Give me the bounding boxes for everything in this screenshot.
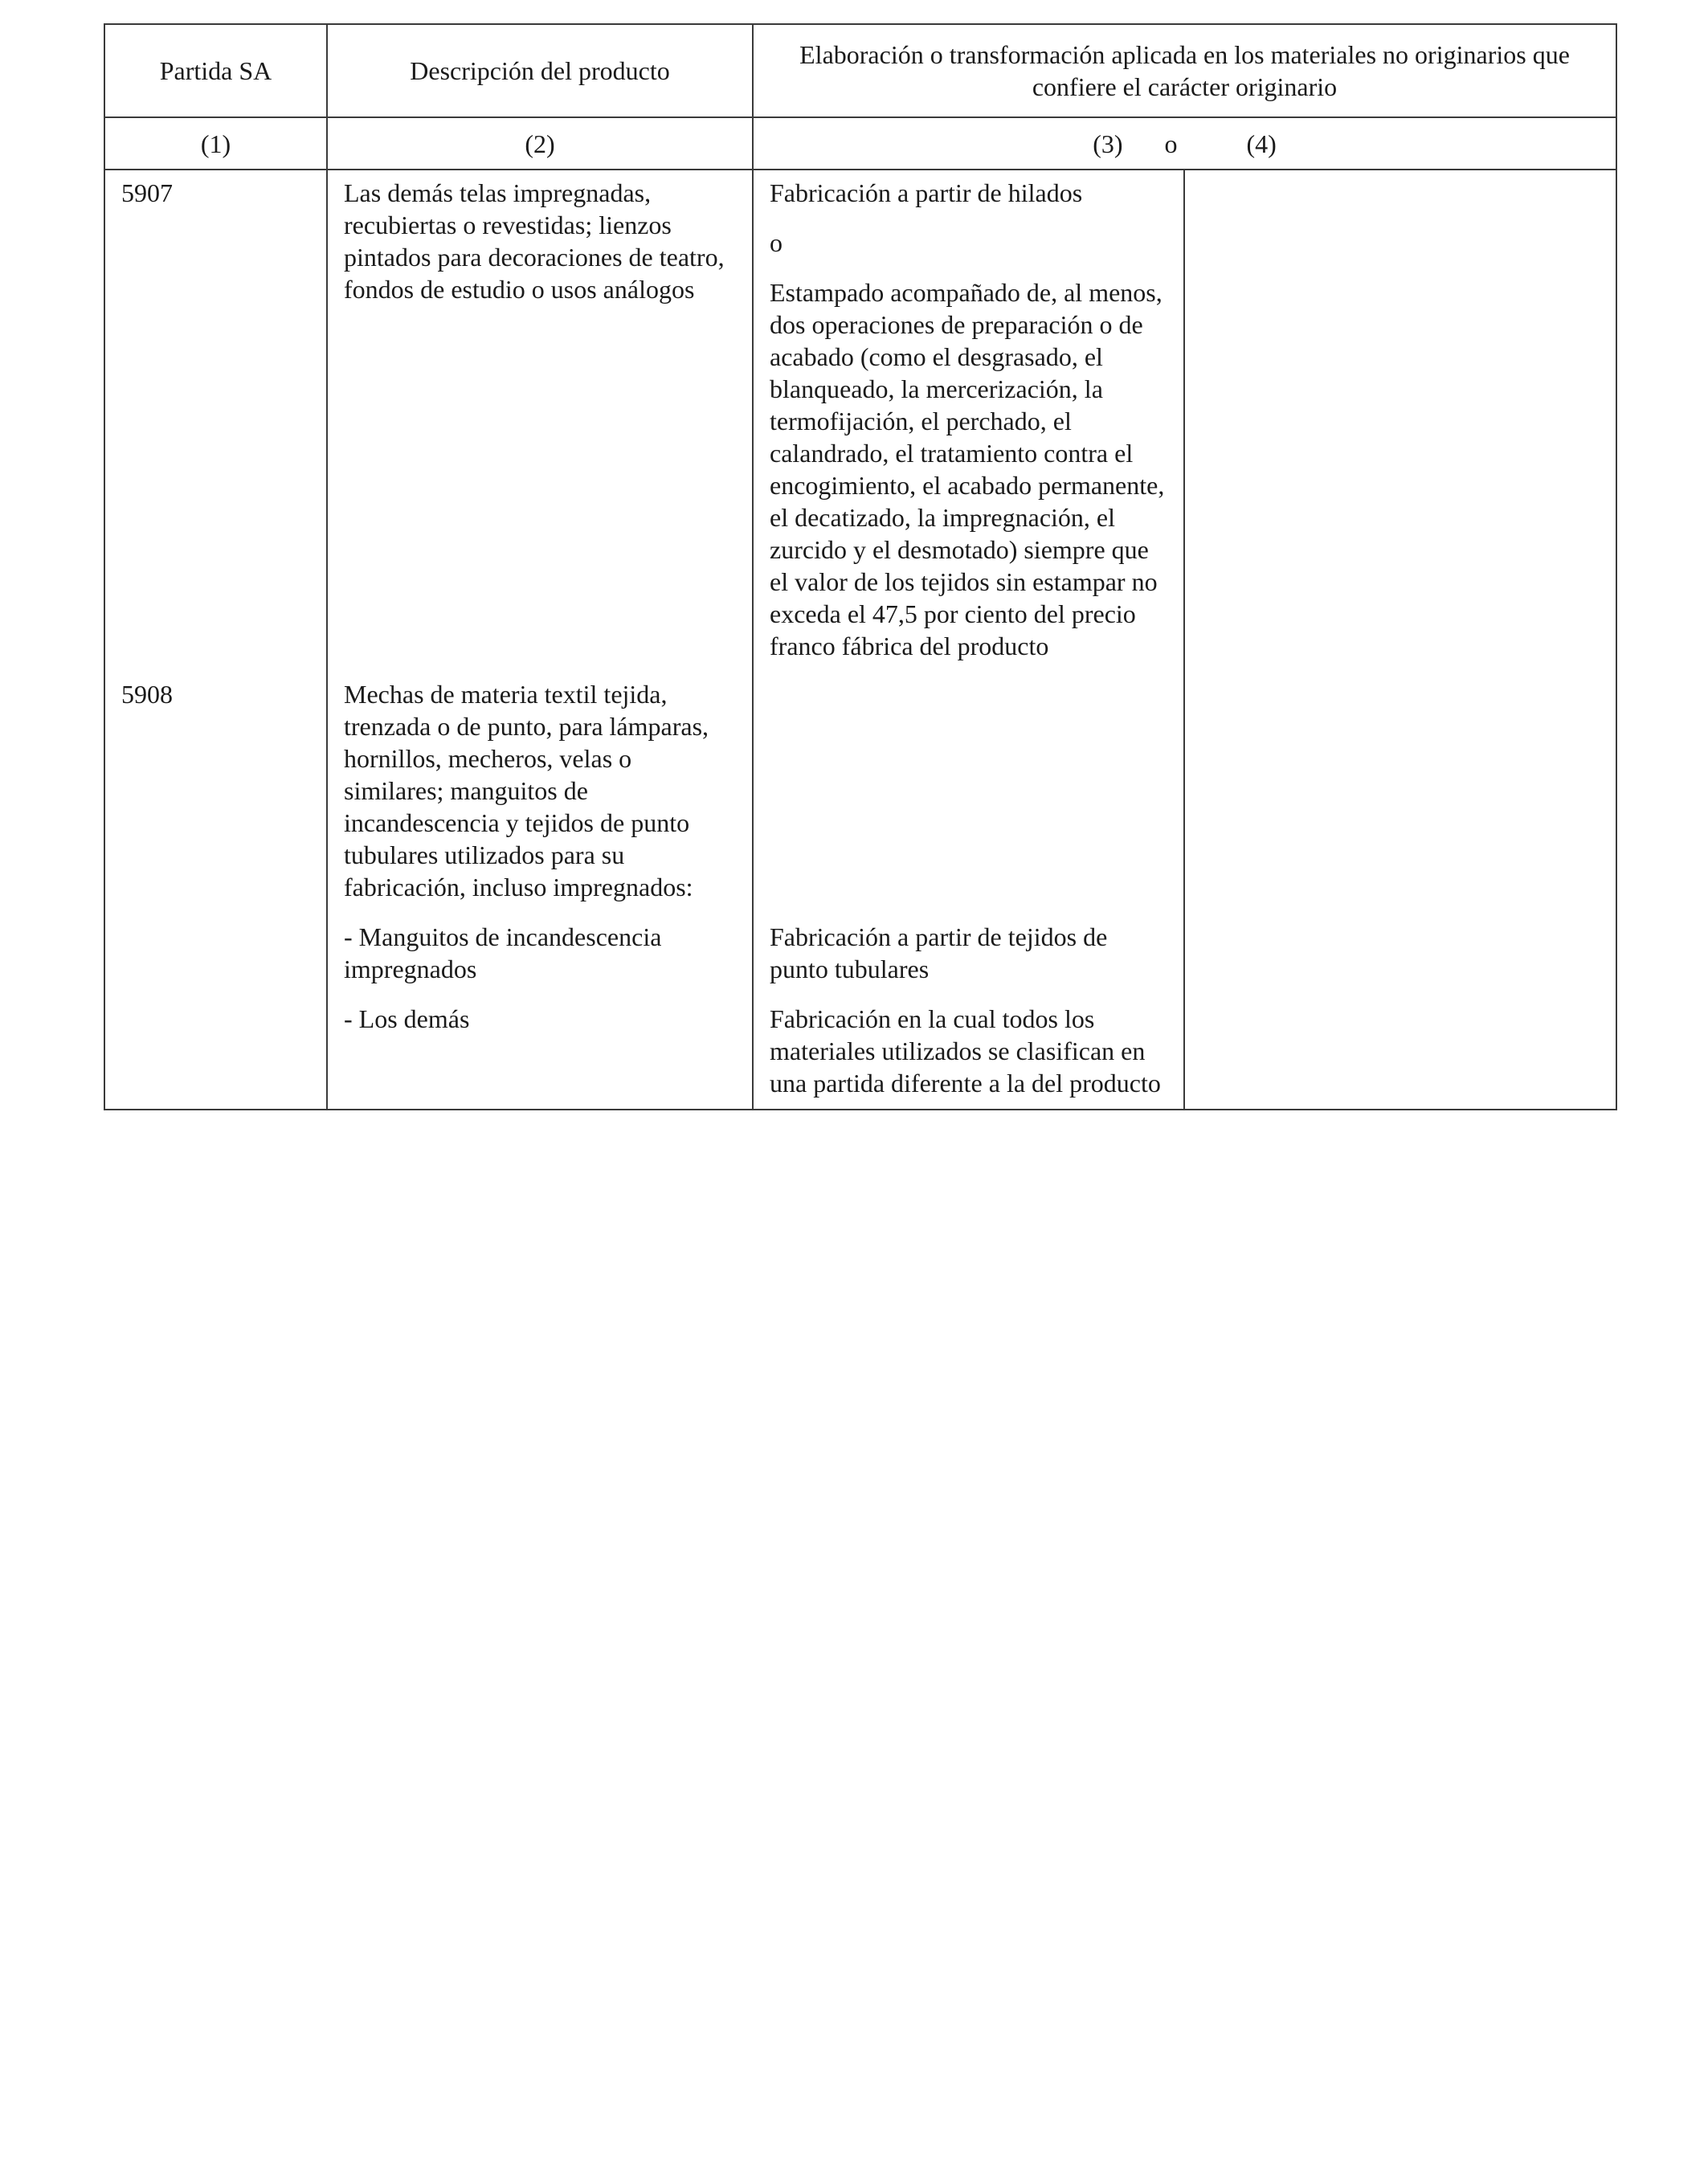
header-elaboracion [753, 24, 1616, 117]
numbering-row [104, 117, 1616, 170]
code-5907: 5907 [121, 178, 173, 207]
column-number-3-or-4 [753, 117, 1616, 170]
code-5908: 5908 [121, 680, 173, 709]
column-number-1: (1) [104, 117, 327, 170]
column-number-2: (2) [327, 117, 753, 170]
rule-5907-or: o [770, 228, 782, 257]
rule-5907-a: Fabricación a partir de hilados [770, 178, 1083, 207]
rule-5907-b: Estampado acompañado de, al menos, dos operaciones de preparación o de acabado (como el desgrasado, el blanqueado, la mercerización, la termofijación, el perchado, el calandrado, el tratamiento contra el encogimiento, el acabado permanente, el decatizado, la impregnación, el zurcido y el desmotado) siempre que el valor de los tejidos sin estampar no exceda el 47,5 por ciento del precio franco fábrica del producto [770, 278, 1165, 660]
header-elaboracion-line1: Elaboración o transformación aplicada en los materiales no originarios que [799, 40, 1570, 69]
description-5908-sub-1: - Manguitos de incandescencia impregnados [344, 922, 662, 983]
header-elaboracion-line2: confiere el carácter originario [1032, 72, 1338, 101]
description-cell [327, 170, 753, 1110]
column-number-4: (4) [1246, 129, 1277, 158]
alternative-rule-cell [1184, 170, 1616, 1110]
header-descripcion: Descripción del producto [327, 24, 753, 117]
rule-5908-sub-2: Fabricación en la cual todos los materiales utilizados se clasifican en una partida diferente a la del producto [770, 1004, 1161, 1098]
header-partida-sa: Partida SA [104, 24, 327, 117]
rule-cell [753, 170, 1184, 1110]
table-row [104, 170, 1616, 1110]
header-row [104, 24, 1616, 117]
column-or-separator: o [1164, 129, 1178, 158]
description-5907: Las demás telas impregnadas, recubiertas o revestidas; lienzos pintados para decoraciones de teatro, fondos de estudio o usos análogos [344, 178, 725, 304]
rules-of-origin-table [104, 23, 1617, 1110]
rule-5908-sub-1: Fabricación a partir de tejidos de punto tubulares [770, 922, 1108, 983]
description-5908-sub-2: - Los demás [344, 1004, 470, 1033]
column-number-3: (3) [1093, 129, 1123, 158]
description-5908: Mechas de materia textil tejida, trenzada o de punto, para lámparas, hornillos, mecheros, velas o similares; manguitos de incandescencia y tejidos de punto tubulares utilizados para su fabricación, incluso impregnados: [344, 680, 709, 901]
code-cell [104, 170, 327, 1110]
